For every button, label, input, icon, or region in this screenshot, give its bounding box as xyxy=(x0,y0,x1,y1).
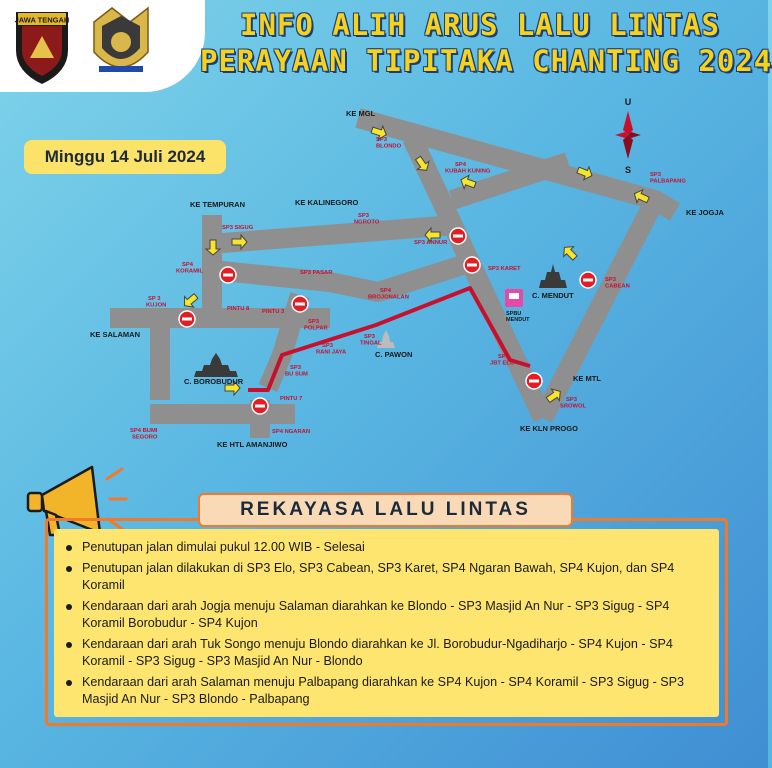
list-item: Kendaraan dari arah Jogja menuju Salaman diarahkan ke Blondo - SP3 Masjid An Nur - SP3 Sigug - SP4 Koramil Borobudur - SP4 Kujon xyxy=(64,598,709,633)
closure-sign-koramil xyxy=(220,267,236,283)
closure-sign-karet xyxy=(464,257,480,273)
label-c-mendut: C. MENDUT xyxy=(532,291,574,300)
label-sp3-sigug: SP3 SIGUG xyxy=(222,225,254,231)
road-cabean-jogja xyxy=(543,200,655,418)
arrow-10 xyxy=(559,242,580,263)
closure-sign-jbt-elo xyxy=(526,373,542,389)
label-sp3-cabean: SP3 CABEAN xyxy=(605,277,630,290)
spbu-icon xyxy=(505,289,523,307)
traffic-heading: REKAYASA LALU LINTAS xyxy=(198,493,573,527)
label-sp4-kubah-kuning: SP4 KUBAH KUNING xyxy=(445,162,491,175)
label-sp4-koramil: SP4 KORAMIL xyxy=(176,262,204,275)
label-sp3-srowol: SP3 SROWOL xyxy=(560,397,587,410)
label-sp4-ngaran: SP4 NGARAN xyxy=(272,429,311,435)
label-sp3-bu-sum: SP3 BU SUM xyxy=(285,365,308,378)
label-sp3-tingal: SP3 TINGAL xyxy=(360,334,382,347)
date-badge: Minggu 14 Juli 2024 xyxy=(24,140,226,174)
closure-sign-annur xyxy=(450,228,466,244)
label-ke-tempuran: KE TEMPURAN xyxy=(190,200,246,209)
label-ke-kln-progo: KE KLN PROGO xyxy=(520,424,578,433)
list-item: Penutupan jalan dimulai pukul 12.00 WIB - Selesai xyxy=(64,539,709,557)
label-spbu: SPBU MENDUT xyxy=(506,311,530,323)
compass xyxy=(615,97,641,175)
label-sp3-rani-jaya: SP3 RANI JAYA xyxy=(316,343,347,356)
closure-sign-kujon xyxy=(179,311,195,327)
logos xyxy=(0,0,205,92)
compass-north: U xyxy=(624,97,632,107)
logo-panel xyxy=(0,0,205,92)
list-item: Penutupan jalan dilakukan di SP3 Elo, SP3 Cabean, SP3 Karet, SP4 Ngaran Bawah, SP4 Kujon, dan SP4 Koramil xyxy=(64,560,709,595)
label-sp3-pasar: SP3 PASAR xyxy=(300,270,333,276)
list-item: Kendaraan dari arah Salaman menuju Palbapang diarahkan ke SP4 Kujon - SP4 Koramil - SP3 Sigug - SP3 Masjid An Nur - SP3 Blondo - Palbapang xyxy=(64,674,709,709)
list-item: Kendaraan dari arah Tuk Songo menuju Blondo diarahkan ke Jl. Borobudur-Ngadiharjo - SP4 Kujon - SP4 Koramil - SP3 Sigug - SP3 Masjid An Nur - Blondo xyxy=(64,636,709,671)
label-ke-htl-amanjiwo: KE HTL AMANJIWO xyxy=(217,440,288,449)
regency-logo xyxy=(94,8,148,72)
traffic-info-content xyxy=(54,529,719,717)
temple-borobudur-icon xyxy=(194,353,238,377)
label-sp3-blondo: SP3 BLONDO xyxy=(376,137,402,150)
label-ke-kalinegoro: KE KALINEGORO xyxy=(295,198,359,207)
map xyxy=(0,95,768,449)
label-ke-mtl: KE MTL xyxy=(573,374,601,383)
police-logo-label: JAWA TENGAH xyxy=(14,15,70,25)
label-ke-salaman: KE SALAMAN xyxy=(90,330,140,339)
label-pintu7: PINTU 7 xyxy=(280,396,303,402)
label-pintu8: PINTU 8 xyxy=(227,306,250,312)
label-sp3-palbapang: SP3 PALBAPANG xyxy=(650,172,686,185)
label-c-pawon: C. PAWON xyxy=(375,350,413,359)
closure-sign-pintu3 xyxy=(292,296,308,312)
temple-mendut-icon xyxy=(539,264,567,288)
label-c-borobudur: C. BOROBUDUR xyxy=(184,377,244,386)
traffic-list xyxy=(64,539,709,709)
label-sp3-annur: SP3 ANNUR xyxy=(414,240,448,246)
police-logo xyxy=(15,12,70,84)
label-sp3-ngroto: SP3 NGROTO xyxy=(354,213,380,226)
page-title-line1: INFO ALIH ARUS LALU LINTAS xyxy=(240,8,720,42)
arrow-9 xyxy=(180,291,200,311)
label-ke-jogja: KE JOGJA xyxy=(686,208,724,217)
page-title-line2: PERAYAAN TIPITAKA CHANTING 2024 xyxy=(200,44,772,78)
label-sp3-polpar: SP3 POLPAR xyxy=(304,319,328,332)
compass-south: S xyxy=(624,165,632,175)
label-sp4-brojonalan: SP4 BROJONALAN xyxy=(368,288,409,301)
label-sp3-kujon: SP 3 KUJON xyxy=(146,296,167,309)
closure-sign-cabean xyxy=(580,272,596,288)
closure-sign-pintu7 xyxy=(252,398,268,414)
label-sp4-bumi-segoro: SP4 BUMI SEGORO xyxy=(130,428,158,441)
label-sp3-karet: SP3 KARET xyxy=(488,266,521,272)
label-pintu3: PINTU 3 xyxy=(262,309,285,315)
label-sp3-jbt-elo: SP3 JBT ELO xyxy=(490,354,515,367)
road-pasar-karet xyxy=(212,262,472,292)
traffic-info-box xyxy=(45,518,728,726)
label-ke-mgl: KE MGL xyxy=(346,109,376,118)
